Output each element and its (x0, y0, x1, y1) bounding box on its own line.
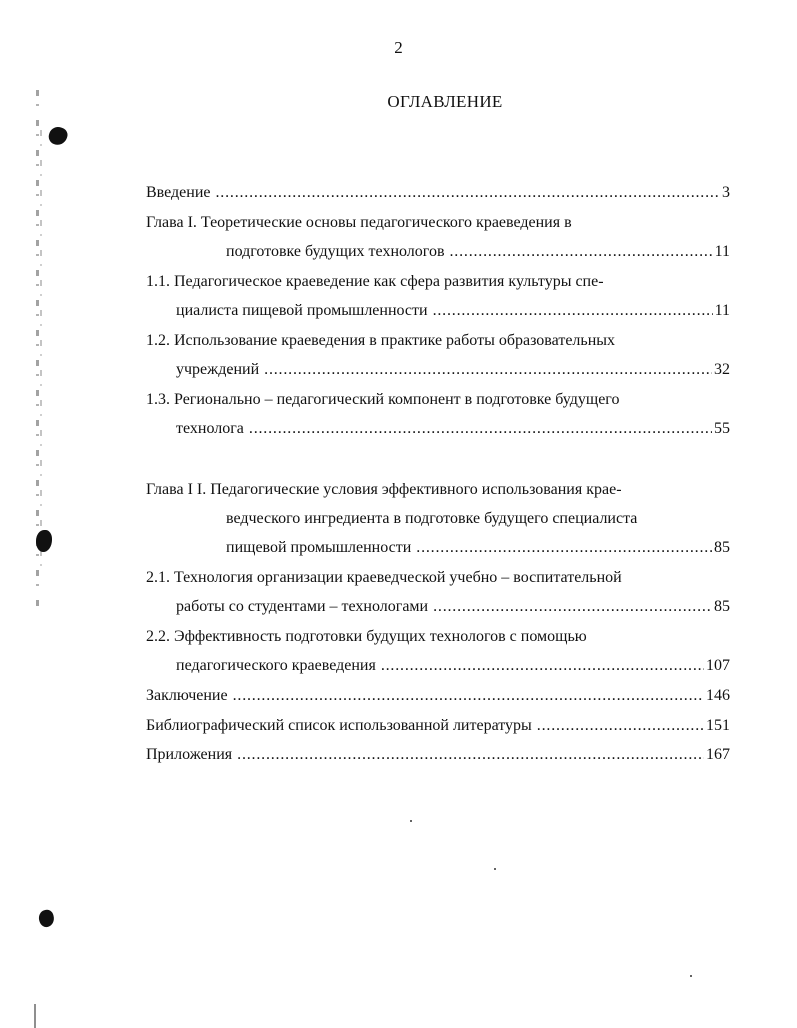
toc-entry-section-2-2[interactable] (176, 656, 730, 676)
toc-entry-title: Введение (146, 184, 211, 201)
leader-dots (264, 360, 712, 380)
toc-heading: ОГЛАВЛЕНИЕ (387, 92, 503, 111)
toc-entry-chapter-1-line-1[interactable]: Глава I. Теоретические основы педагогического краеведения в (146, 214, 572, 231)
leader-dots (537, 716, 704, 736)
toc-entry-title: циалиста пищевой промышленности (176, 302, 428, 319)
toc-entry-section-1-1[interactable] (176, 301, 730, 321)
toc-entry-bibliography[interactable] (146, 716, 730, 736)
toc-entry-page: 167 (706, 746, 730, 763)
toc-entry-title: Библиографический список использованной литературы (146, 717, 532, 734)
toc-entry-title: работы со студентами – технологами (176, 598, 429, 615)
toc-entry-conclusion[interactable] (146, 686, 730, 706)
toc-entry-page: 11 (714, 243, 730, 260)
leader-dots (433, 597, 712, 617)
toc-entry-section-1-2[interactable] (176, 360, 730, 380)
leader-dots (450, 242, 713, 262)
toc-entry-section-1-3-line-1[interactable]: 1.3. Регионально – педагогический компонент в подготовке будущего (146, 391, 620, 408)
toc-entry-appendices[interactable] (146, 745, 730, 765)
toc-entry-title: учреждений (176, 361, 260, 378)
page-number: 2 (394, 38, 403, 57)
toc-entry-title: технолога (176, 420, 244, 437)
toc-entry-title: Заключение (146, 687, 228, 704)
toc-entry-section-2-2-line-1[interactable]: 2.2. Эффективность подготовки будущих технологов с помощью (146, 628, 587, 645)
toc-entry-chapter-1[interactable] (226, 242, 730, 262)
toc-entry-title: пищевой промышленности (226, 539, 412, 556)
toc-entry-section-1-2-line-1[interactable]: 1.2. Использование краеведения в практике работы образовательных (146, 332, 616, 349)
toc-entry-section-2-1-line-1[interactable]: 2.1. Технология организации краеведческой учебно – воспитательной (146, 569, 622, 586)
toc-entry-page: 55 (714, 420, 730, 437)
leader-dots (416, 538, 712, 558)
leader-dots (381, 656, 704, 676)
toc-entry-chapter-2-line-2[interactable]: ведческого ингредиента в подготовке будущего специалиста (226, 510, 638, 527)
toc-entry-intro[interactable] (146, 183, 730, 203)
toc-entry-chapter-2[interactable] (226, 538, 730, 558)
toc-entry-page: 107 (706, 657, 730, 674)
toc-entry-page: 85 (714, 539, 730, 556)
leader-dots (249, 419, 712, 439)
toc-entry-page: 32 (714, 361, 730, 378)
toc-entry-page: 85 (714, 598, 730, 615)
toc-entry-section-2-1[interactable] (176, 597, 730, 617)
toc-entry-chapter-2-line-1[interactable]: Глава I I. Педагогические условия эффективного использования крае- (146, 481, 622, 498)
leader-dots (433, 301, 713, 321)
toc-entry-page: 146 (706, 687, 730, 704)
toc-entry-title: Приложения (146, 746, 233, 763)
toc-entry-page: 11 (714, 302, 730, 319)
toc-entry-title: подготовке будущих технологов (226, 243, 445, 260)
toc-entry-section-1-1-line-1[interactable]: 1.1. Педагогическое краеведение как сфера развития культуры спе- (146, 273, 604, 290)
toc-entry-page: 151 (706, 717, 730, 734)
toc-entry-title: педагогического краеведения (176, 657, 376, 674)
toc-entry-page: 3 (722, 184, 730, 201)
leader-dots (216, 183, 721, 203)
toc-entry-section-1-3[interactable] (176, 419, 730, 439)
leader-dots (233, 686, 704, 706)
leader-dots (237, 745, 704, 765)
